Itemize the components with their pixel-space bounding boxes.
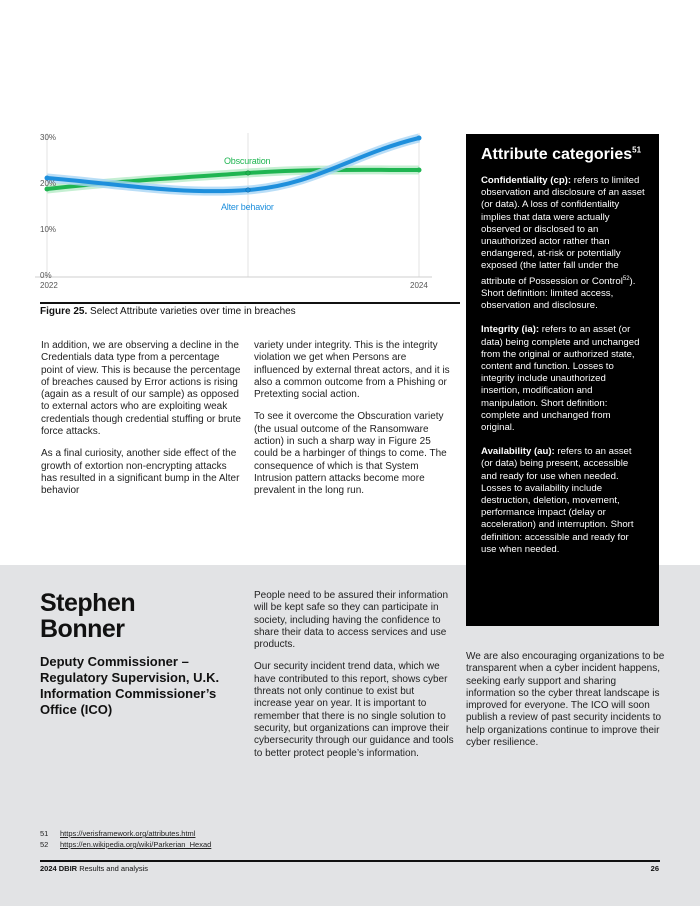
footnote-ref-51[interactable]: 51 [632,145,642,155]
figure-caption [40,306,296,317]
line-chart [30,125,440,295]
paragraph: To see it overcome the Obscuration variety (the usual outcome of the Ransomware action) in such a sharp way in Figure 25 could be a harbinger of things to come. The consequence of which is that System Intrusion pattern attacks become more prevalent in the long run. [254,411,447,497]
y-tick-30: 30% [40,133,57,142]
paragraph: variety under integrity. This is the integrity violation we get when Persons are influenced by external threat actors, and it is also a common outcome from a Phishing or Pretexting social action. [254,340,450,401]
figure-number: Figure 25. [40,306,88,317]
footnote-link-51[interactable]: https://verisframework.org/attributes.html [60,829,196,838]
page-number: 26 [650,864,659,873]
x-tick-2022: 2022 [40,281,58,290]
footnote-51: 51 https://verisframework.org/attributes.html [40,829,196,838]
y-tick-0: 0% [40,271,52,280]
paragraph: In addition, we are observing a decline in the Credentials data type from a percentage point of view. This is because the percentage of breaches caused by Error actions is rising (again as a result of our sample) as opposed to external actors who are exploiting weak credentials though credential stuffing or brute force attacks. [41,340,241,438]
figure-caption-text: Select Attribute varieties over time in breaches [90,306,296,317]
attribute-categories-sidebar [466,134,659,626]
integrity-definition: Integrity (ia): refers to an asset (or data) being complete and unchanged from the original or authorized state, content and function. Losses to integrity include unauthorized insertion, modification and manipulation. Short definition: complete and unchanged from original. [481,324,640,434]
footer-divider [40,860,660,862]
person-role: Deputy Commissioner – Regulatory Supervision, U.K. Information Commissioner’s Office (ICO) [40,654,220,717]
middle-text-column [254,340,454,508]
footnotes [40,828,211,850]
paragraph: We are also encouraging organizations to be transparent when a cyber incident happens, seeking early support and sharing information so the cyber threat landscape is improved for everyone. The ICO will soon publish a review of past security incidents to help organizations continue to improve their cyber resilience. [466,651,665,749]
footnote-link-52[interactable]: https://en.wikipedia.org/wiki/Parkerian_Hexad [60,840,212,849]
confidentiality-definition: Confidentiality (cp): refers to limited observation and disclosure of an asset (or data). A loss of confidentiality implies that data were actually observed or disclosed to an unauthorized actor rather than endangered, at-risk or potentially exposed (the latter fall under the attribute of Possession or Control$^{52}$). Short definition: limited access, observation and disclosure. [481,175,645,312]
footnote-52: 52 https://en.wikipedia.org/wiki/Parkerian_Hexad [40,840,212,849]
footer-label: 2024 DBIR Results and analysis [40,864,148,873]
series-label-alter-behavior: Alter behavior [221,202,274,212]
y-tick-20: 20% [40,179,57,188]
left-text-column [41,340,241,508]
paragraph: As a final curiosity, another side effect of the growth of extortion non-encrypting attacks has resulted in a significant bump in the Alter behavior [41,448,240,497]
paragraph: People need to be assured their information will be kept safe so they can participate in society, including having the confidence to share their data to access services and use products. [254,590,449,651]
availability-definition: Availability (au): refers to an asset (or data) being present, accessible and ready for use when needed. Losses to availability include destruction, deletion, movement, performance impact (delay or acceleration) and interruption. Short definition: accessible and ready for use when needed. [481,446,634,555]
paragraph: Our security incident trend data, which we have contributed to this report, shows cyber threats not only continue to exist but increase year on year. It is important to remember that there is no single solution to security, but organizations can improve their cybersecurity through our guidance and tools to better protect people’s information. [254,661,454,759]
y-tick-10: 10% [40,225,57,234]
series-label-obscuration: Obscuration [224,156,271,166]
sidebar-title: Attribute categories$^{51}$ [481,145,642,163]
quote-right-column [466,651,666,759]
x-tick-2024: 2024 [410,281,428,290]
quote-middle-column [254,590,454,770]
footnote-ref-52[interactable]: 52 [622,275,630,282]
figure-divider [40,302,460,304]
person-name: Stephen Bonner [40,589,136,643]
